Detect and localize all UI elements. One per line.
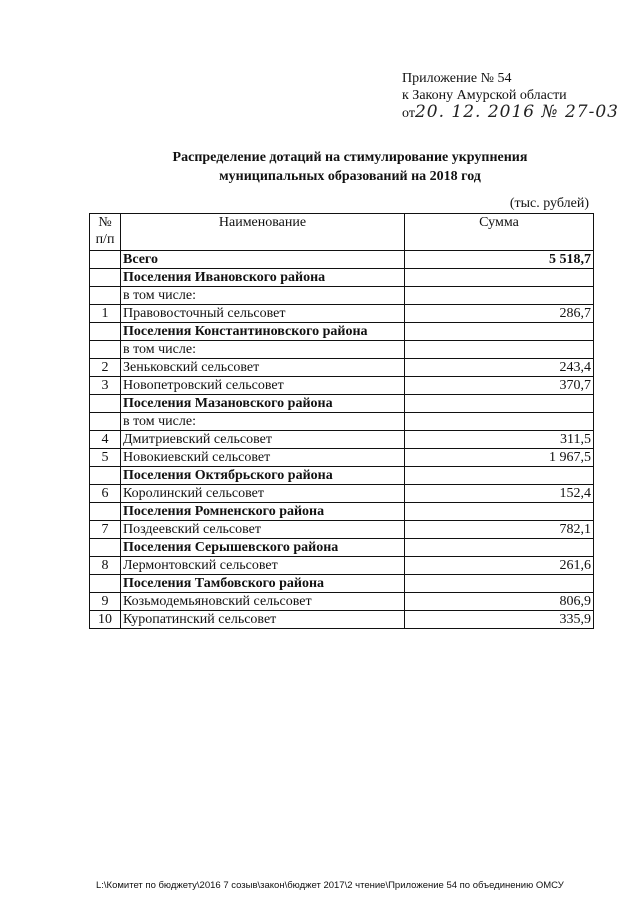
cell-num xyxy=(90,287,121,305)
cell-sum: 311,5 xyxy=(405,431,594,449)
header-num: № п/п xyxy=(90,214,121,251)
table-row xyxy=(90,449,594,467)
cell-sum xyxy=(405,341,594,359)
table-row xyxy=(90,305,594,323)
table-row xyxy=(90,341,594,359)
annex-date xyxy=(402,104,619,122)
cell-name: Поселения Ивановского района xyxy=(121,269,405,287)
table-row xyxy=(90,503,594,521)
cell-sum: 243,4 xyxy=(405,359,594,377)
cell-name: Поздеевский сельсовет xyxy=(121,521,405,539)
cell-name: Поселения Серышевского района xyxy=(121,539,405,557)
table-row xyxy=(90,251,594,269)
cell-name: Поселения Ромненского района xyxy=(121,503,405,521)
cell-num: 10 xyxy=(90,611,121,629)
cell-sum xyxy=(405,413,594,431)
cell-num: 3 xyxy=(90,377,121,395)
cell-num: 9 xyxy=(90,593,121,611)
cell-sum xyxy=(405,467,594,485)
table-row xyxy=(90,521,594,539)
cell-sum xyxy=(405,323,594,341)
file-path-footer: L:\Комитет по бюджету\2016 7 созыв\закон\бюджет 2017\2 чтение\Приложение 54 по объединению ОМСУ xyxy=(96,880,564,891)
cell-name: Куропатинский сельсовет xyxy=(121,611,405,629)
cell-sum: 782,1 xyxy=(405,521,594,539)
cell-name: Правовосточный сельсовет xyxy=(121,305,405,323)
cell-sum: 261,6 xyxy=(405,557,594,575)
cell-name: Новопетровский сельсовет xyxy=(121,377,405,395)
cell-num xyxy=(90,341,121,359)
table-row xyxy=(90,269,594,287)
cell-sum: 5 518,7 xyxy=(405,251,594,269)
cell-num xyxy=(90,395,121,413)
table-row xyxy=(90,611,594,629)
cell-name: Новокиевский сельсовет xyxy=(121,449,405,467)
cell-num: 5 xyxy=(90,449,121,467)
cell-sum xyxy=(405,287,594,305)
cell-sum: 286,7 xyxy=(405,305,594,323)
table-row xyxy=(90,467,594,485)
title-line-2: муниципальных образований на 2018 год xyxy=(219,169,481,184)
cell-name: Зеньковский сельсовет xyxy=(121,359,405,377)
cell-name: Козьмодемьяновский сельсовет xyxy=(121,593,405,611)
cell-name: Королинский сельсовет xyxy=(121,485,405,503)
cell-num: 1 xyxy=(90,305,121,323)
cell-name: Поселения Константиновского района xyxy=(121,323,405,341)
cell-num xyxy=(90,575,121,593)
cell-sum: 335,9 xyxy=(405,611,594,629)
cell-name: в том числе: xyxy=(121,413,405,431)
cell-num xyxy=(90,467,121,485)
cell-num xyxy=(90,413,121,431)
cell-name: Поселения Октябрьского района xyxy=(121,467,405,485)
document-title xyxy=(90,148,610,186)
table-row xyxy=(90,557,594,575)
table-row xyxy=(90,323,594,341)
cell-name: в том числе: xyxy=(121,287,405,305)
table-row xyxy=(90,395,594,413)
cell-sum: 806,9 xyxy=(405,593,594,611)
table-row xyxy=(90,431,594,449)
table-row xyxy=(90,413,594,431)
cell-name: Дмитриевский сельсовет xyxy=(121,431,405,449)
cell-num xyxy=(90,251,121,269)
table-row xyxy=(90,287,594,305)
table-row xyxy=(90,593,594,611)
cell-num: 4 xyxy=(90,431,121,449)
cell-sum xyxy=(405,503,594,521)
cell-num xyxy=(90,269,121,287)
annex-law: к Закону Амурской области xyxy=(402,88,567,103)
cell-num xyxy=(90,539,121,557)
cell-name: Поселения Тамбовского района xyxy=(121,575,405,593)
table-row xyxy=(90,575,594,593)
cell-name: в том числе: xyxy=(121,341,405,359)
cell-sum: 1 967,5 xyxy=(405,449,594,467)
handwritten-date: 20. 12. 2016 № 27-03 xyxy=(414,102,619,122)
annex-date-prefix: от xyxy=(402,106,415,121)
cell-num: 7 xyxy=(90,521,121,539)
subsidy-table xyxy=(89,213,594,629)
cell-num: 2 xyxy=(90,359,121,377)
header-name: Наименование xyxy=(121,214,405,251)
cell-sum xyxy=(405,269,594,287)
cell-sum xyxy=(405,539,594,557)
cell-sum xyxy=(405,395,594,413)
table-row xyxy=(90,359,594,377)
cell-sum: 152,4 xyxy=(405,485,594,503)
cell-num: 6 xyxy=(90,485,121,503)
cell-num: 8 xyxy=(90,557,121,575)
title-line-1: Распределение дотаций на стимулирование укрупнения xyxy=(172,150,528,165)
table-row xyxy=(90,539,594,557)
annex-header xyxy=(402,70,619,122)
cell-num xyxy=(90,503,121,521)
table-header-row xyxy=(90,214,594,251)
cell-name: Поселения Мазановского района xyxy=(121,395,405,413)
table-row xyxy=(90,485,594,503)
cell-sum xyxy=(405,575,594,593)
cell-name: Всего xyxy=(121,251,405,269)
cell-sum: 370,7 xyxy=(405,377,594,395)
cell-num xyxy=(90,323,121,341)
table-body xyxy=(90,251,594,629)
cell-name: Лермонтовский сельсовет xyxy=(121,557,405,575)
annex-number: Приложение № 54 xyxy=(402,71,512,86)
unit-label: (тыс. рублей) xyxy=(509,196,589,211)
header-sum: Сумма xyxy=(405,214,594,251)
table-row xyxy=(90,377,594,395)
